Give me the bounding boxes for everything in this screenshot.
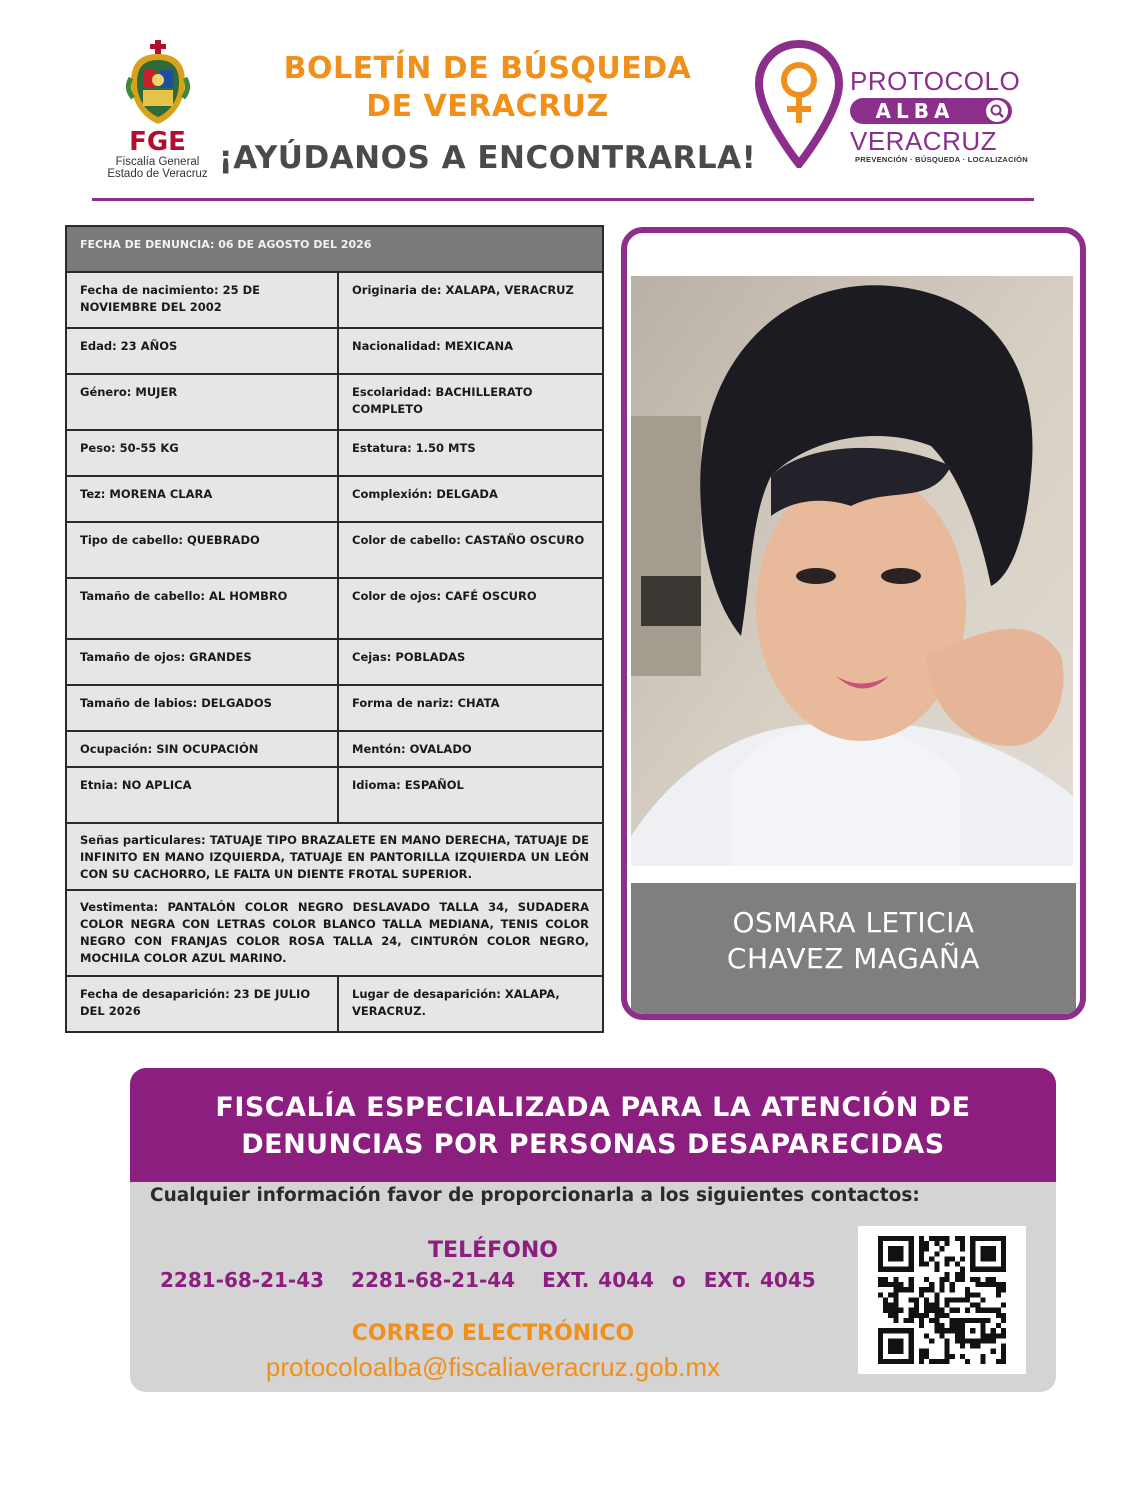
detail-hair-length: Tamaño de cabello: AL HOMBRO: [66, 578, 338, 639]
missing-person-name: [631, 883, 1076, 1015]
telefono-label: TELÉFONO: [428, 1238, 558, 1263]
fge-name-line2: Estado de Veracruz: [107, 168, 208, 180]
detail-distinguishing-marks: Señas particulares: TATUAJE TIPO BRAZALETE EN MANO DERECHA, TATUAJE DE INFINITO EN MANO IZQUIERDA, TATUAJE EN PANTORILLA IZQUIERDA UN LEÓN CON SU CACHORRO, LE FALTA UN DIENTE FROTAL SUPERIOR.: [66, 823, 603, 890]
fiscalia-line2: DENUNCIAS POR PERSONAS DESAPARECIDAS: [241, 1129, 945, 1160]
fge-logo: [100, 38, 215, 188]
detail-disappearance-date: Fecha de desaparición: 23 DE JULIO DEL 2026: [66, 976, 338, 1032]
title-line-1: BOLETÍN DE BÚSQUEDA: [283, 51, 692, 86]
detail-hair-color: Color de cabello: CASTAÑO OSCURO: [338, 522, 603, 578]
bulletin-header: [0, 0, 1125, 205]
phone-numbers: [160, 1268, 816, 1292]
detail-eyebrows: Cejas: POBLADAS: [338, 639, 603, 685]
detail-origin: Originaria de: XALAPA, VERACRUZ: [338, 272, 603, 328]
detail-schooling: Escolaridad: BACHILLERATO COMPLETO: [338, 374, 603, 430]
detail-height: Estatura: 1.50 MTS: [338, 430, 603, 476]
detail-eye-color: Color de ojos: CAFÉ OSCURO: [338, 578, 603, 639]
person-details-table: [65, 225, 604, 1033]
detail-weight: Peso: 50-55 KG: [66, 430, 338, 476]
missing-person-photo: [631, 276, 1073, 866]
detail-nationality: Nacionalidad: MEXICANA: [338, 328, 603, 374]
detail-age: Edad: 23 AÑOS: [66, 328, 338, 374]
detail-gender: Género: MUJER: [66, 374, 338, 430]
fiscalia-line1: FISCALÍA ESPECIALIZADA PARA LA ATENCIÓN DE: [215, 1092, 971, 1123]
alba-pill: [850, 98, 1012, 124]
title-line-2: DE VERACRUZ: [366, 89, 609, 124]
detail-occupation: Ocupación: SIN OCUPACIÓN: [66, 731, 338, 767]
detail-disappearance-place: Lugar de desaparición: XALAPA, VERACRUZ.: [338, 976, 603, 1032]
header-divider: [92, 198, 1034, 201]
female-symbol-icon: [784, 65, 814, 123]
extension-1: EXT. 4044: [542, 1268, 654, 1292]
help-find-her-subtitle: ¡AYÚDANOS A ENCONTRARLA!: [218, 140, 757, 176]
detail-hair-type: Tipo de cabello: QUEBRADO: [66, 522, 338, 578]
detail-clothing: Vestimenta: PANTALÓN COLOR NEGRO DESLAVADO TALLA 34, SUDADERA COLOR NEGRA CON LETRAS COLOR BLANCO TALLA MEDIANA, TENIS COLOR NEGRO CON FRANJAS COLOR ROSA TALLA 24, CINTURÓN COLOR NEGRO, MOCHILA COLOR AZUL MARINO.: [66, 890, 603, 976]
extension-separator: o: [671, 1268, 686, 1292]
person-name-line2: CHAVEZ MAGAÑA: [726, 942, 981, 975]
detail-lip-size: Tamaño de labios: DELGADOS: [66, 685, 338, 731]
person-name-line1: OSMARA LETICIA: [732, 906, 975, 939]
denuncia-date: FECHA DE DENUNCIA: 06 DE AGOSTO DEL 2026: [66, 226, 603, 272]
alba-tagline: PREVENCIÓN · BÚSQUEDA · LOCALIZACIÓN: [855, 155, 1029, 164]
bulletin-title: [215, 50, 760, 178]
alba-veracruz-text: VERACRUZ: [850, 126, 998, 156]
detail-nose-shape: Forma de nariz: CHATA: [338, 685, 603, 731]
detail-language: Idioma: ESPAÑOL: [338, 767, 603, 823]
detail-build: Complexión: DELGADA: [338, 476, 603, 522]
detail-ethnicity: Etnia: NO APLICA: [66, 767, 338, 823]
detail-chin: Mentón: OVALADO: [338, 731, 603, 767]
correo-label: CORREO ELECTRÓNICO: [351, 1321, 635, 1346]
extension-2: EXT. 4045: [703, 1268, 816, 1292]
fiscalia-banner: [130, 1068, 1056, 1182]
phone-number-1[interactable]: 2281-68-21-43: [160, 1268, 325, 1292]
detail-eye-size: Tamaño de ojos: GRANDES: [66, 639, 338, 685]
coat-of-arms-icon: [125, 38, 191, 126]
alba-protocolo-text: PROTOCOLO: [850, 66, 1021, 96]
alba-text: ALBA: [875, 99, 955, 123]
protocolo-alba-logo: [755, 40, 1035, 170]
phone-number-2[interactable]: 2281-68-21-44: [351, 1268, 516, 1292]
qr-code-icon: [858, 1226, 1026, 1374]
contact-panel: [130, 1182, 1056, 1392]
search-icon: [986, 100, 1008, 122]
detail-birthdate: Fecha de nacimiento: 25 DE NOVIEMBRE DEL 2002: [66, 272, 338, 328]
missing-person-card: [621, 227, 1086, 1020]
fge-name-line1: Fiscalía General: [115, 156, 200, 168]
contact-intro: Cualquier información favor de proporcionarla a los siguientes contactos:: [150, 1185, 920, 1206]
fge-acronym: FGE: [129, 127, 186, 157]
email-link[interactable]: protocoloalba@fiscaliaveracruz.gob.mx: [265, 1352, 721, 1382]
detail-complexion-skin: Tez: MORENA CLARA: [66, 476, 338, 522]
location-pin-icon: [755, 40, 843, 168]
